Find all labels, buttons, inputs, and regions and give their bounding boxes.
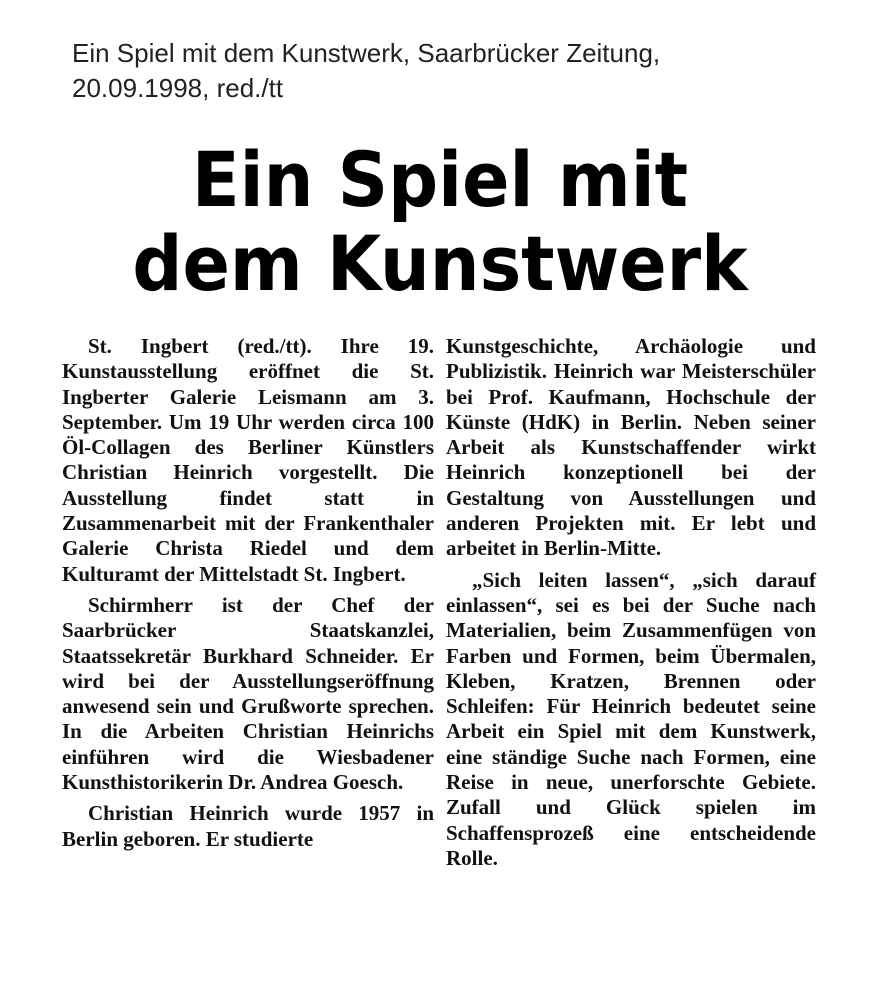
headline-line-2: dem Kunstwerk xyxy=(132,219,748,308)
document-caption xyxy=(72,36,832,106)
article-column-right xyxy=(446,334,816,871)
headline-line-1: Ein Spiel mit xyxy=(191,135,689,224)
article-paragraph xyxy=(62,334,434,587)
article-paragraph-text: Ihre 19. Kunstausstellung eröffnet die St. Ingberter Galerie Leismann am 3. September. Um 19 Uhr werden circa 100 Öl-Collagen des Berliner Künstlers Christian Heinrich vorgestellt. Die Ausstellung findet statt in Zusammenarbeit mit der Frankenthaler Galerie Christa Riedel und dem Kulturamt der Mittelstadt St. Ingbert. xyxy=(62,334,434,586)
caption-line-2: 20.09.1998, red./tt xyxy=(72,73,284,103)
article-paragraph: Kunstgeschichte, Archäologie und Publizistik. Heinrich war Meisterschüler bei Prof. Kaufmann, Hochschule der Künste (HdK) in Berlin. Neben seiner Arbeit als Kunstschaffender wirkt Heinrich konzeptionell bei der Gestaltung von Ausstellungen und anderen Projekten mit. Er lebt und arbeitet in Berlin-Mitte. xyxy=(446,334,816,561)
article-paragraph: „Sich leiten lassen“, „sich darauf einlassen“, sei es bei der Suche nach Materialien, beim Zusammenfügen von Farben und Formen, beim Übermalen, Kleben, Kratzen, Brennen oder Schleifen: Für Heinrich bedeutet seine Arbeit ein Spiel mit dem Kunstwerk, eine ständige Suche nach Formen, eine Reise in neue, unerforschte Gebiete. Zufall und Glück spielen im Schaffensprozeß eine entscheidende Rolle. xyxy=(446,567,816,870)
article-headline xyxy=(90,135,789,308)
article-dateline: St. Ingbert (red./tt). xyxy=(88,334,312,358)
article-column-left xyxy=(62,334,434,852)
article-paragraph: Christian Heinrich wurde 1957 in Berlin geboren. Er studierte xyxy=(62,801,434,851)
article-paragraph: Schirmherr ist der Chef der Saarbrücker Staatskanzlei, Staatssekretär Burkhard Schneider. Er wird bei der Ausstellungseröffnung anwesend sein und Grußworte sprechen. In die Arbeiten Christian Heinrichs einführen wird die Wiesbadener Kunsthistorikerin Dr. Andrea Goesch. xyxy=(62,592,434,795)
caption-line-1: Ein Spiel mit dem Kunstwerk, Saarbrücker Zeitung, xyxy=(72,38,661,68)
